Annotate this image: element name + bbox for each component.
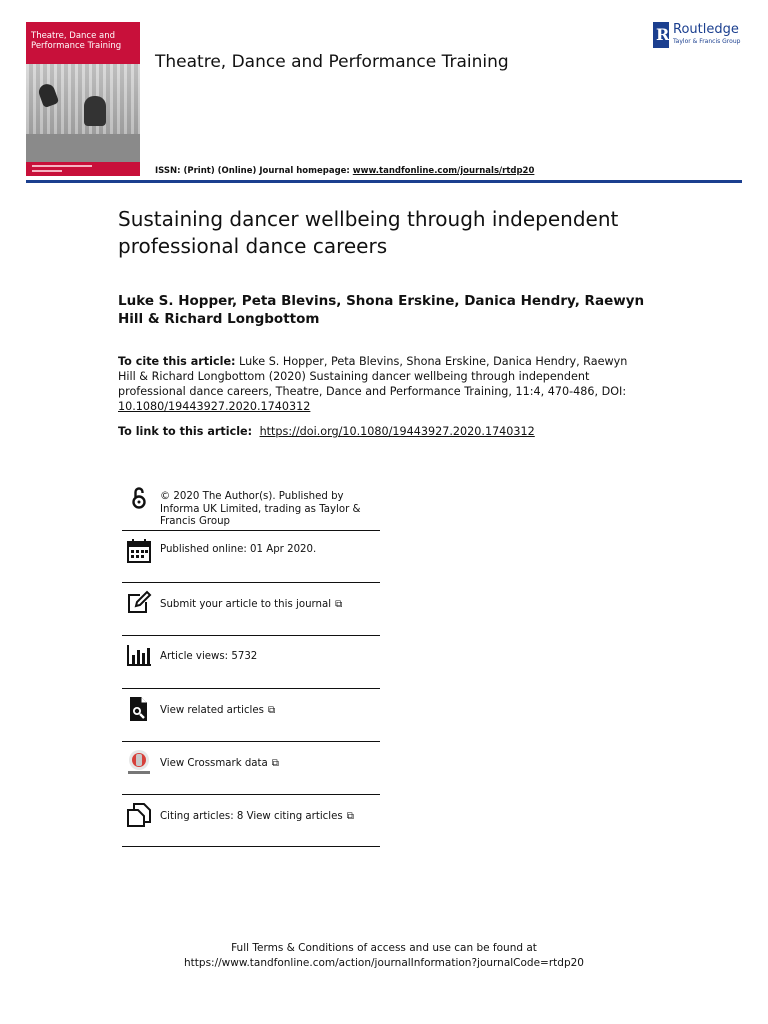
external-link-icon: ⧉ bbox=[346, 811, 354, 822]
calendar-icon bbox=[126, 538, 152, 564]
citing-row[interactable] bbox=[122, 802, 380, 842]
license-row bbox=[122, 485, 380, 529]
cite-doi-link[interactable]: 10.1080/19443927.2020.1740312 bbox=[118, 400, 311, 413]
journal-cover bbox=[26, 22, 140, 176]
divider bbox=[122, 688, 380, 689]
article-title: Sustaining dancer wellbeing through independent professional dance careers bbox=[118, 207, 619, 258]
header-rule bbox=[26, 180, 742, 183]
divider bbox=[122, 794, 380, 795]
footer-terms: Full Terms & Conditions of access and use can be found at bbox=[231, 942, 537, 954]
cover-title: Theatre, Dance and Performance Training bbox=[31, 31, 122, 51]
external-link-icon: ⧉ bbox=[335, 599, 343, 610]
related-articles-link[interactable]: View related articles bbox=[160, 705, 264, 716]
license-text: © 2020 The Author(s). Published by Informa UK Limited, trading as Taylor & Francis Group bbox=[160, 491, 361, 527]
related-row[interactable] bbox=[122, 696, 380, 736]
journal-homepage-link[interactable]: www.tandfonline.com/journals/rtdp20 bbox=[352, 166, 535, 176]
divider bbox=[122, 846, 380, 847]
doi-link[interactable]: https://doi.org/10.1080/19443927.2020.1740312 bbox=[259, 425, 535, 438]
external-link-icon: ⧉ bbox=[271, 758, 279, 769]
citing-articles-link[interactable]: Citing articles: 8 View citing articles bbox=[160, 811, 343, 822]
issn-line bbox=[155, 166, 534, 176]
article-link bbox=[118, 424, 678, 439]
issn-text: ISSN: (Print) (Online) Journal homepage: bbox=[155, 166, 353, 176]
journal-title: Theatre, Dance and Performance Training bbox=[155, 52, 509, 72]
logo-name: Routledge bbox=[673, 22, 739, 37]
open-access-icon bbox=[126, 485, 152, 511]
cover-strip bbox=[26, 162, 140, 176]
crossmark-link[interactable]: View Crossmark data bbox=[160, 758, 268, 769]
published-text: Published online: 01 Apr 2020. bbox=[160, 544, 317, 555]
logo-subtitle: Taylor & Francis Group bbox=[673, 38, 741, 45]
search-document-icon bbox=[126, 696, 152, 722]
published-row bbox=[122, 538, 380, 578]
footer-terms-link[interactable]: https://www.tandfonline.com/action/journalInformation?journalCode=rtdp20 bbox=[184, 957, 584, 969]
routledge-logo bbox=[653, 22, 748, 50]
crossmark-row[interactable] bbox=[122, 749, 380, 789]
article-authors: Luke S. Hopper, Peta Blevins, Shona Erskine, Danica Hendry, Raewyn Hill & Richard Longbottom bbox=[118, 293, 645, 327]
bar-chart-icon bbox=[126, 643, 152, 669]
crossmark-icon bbox=[126, 749, 152, 775]
cite-label: To cite this article: bbox=[118, 355, 236, 368]
external-link-icon: ⧉ bbox=[267, 705, 276, 716]
views-text: Article views: 5732 bbox=[160, 651, 258, 662]
routledge-logo-icon: R bbox=[653, 22, 669, 48]
cite-text: Luke S. Hopper, Peta Blevins, Shona Erskine, Danica Hendry, Raewyn Hill & Richard Longbottom (2020) Sustaining dancer wellbeing through independent professional dance careers, Theatre, Dance and Performance Training, 11:4, 470-486, DOI: bbox=[118, 355, 628, 398]
citation bbox=[118, 354, 638, 414]
citing-articles-icon bbox=[126, 802, 152, 828]
divider bbox=[122, 741, 380, 742]
cover-photo bbox=[26, 64, 140, 162]
divider bbox=[122, 530, 380, 531]
divider bbox=[122, 635, 380, 636]
submit-row[interactable] bbox=[122, 590, 380, 630]
link-label: To link to this article: bbox=[118, 425, 256, 438]
views-row bbox=[122, 643, 380, 683]
edit-icon bbox=[126, 590, 152, 616]
submit-link[interactable]: Submit your article to this journal bbox=[160, 599, 332, 610]
divider bbox=[122, 582, 380, 583]
